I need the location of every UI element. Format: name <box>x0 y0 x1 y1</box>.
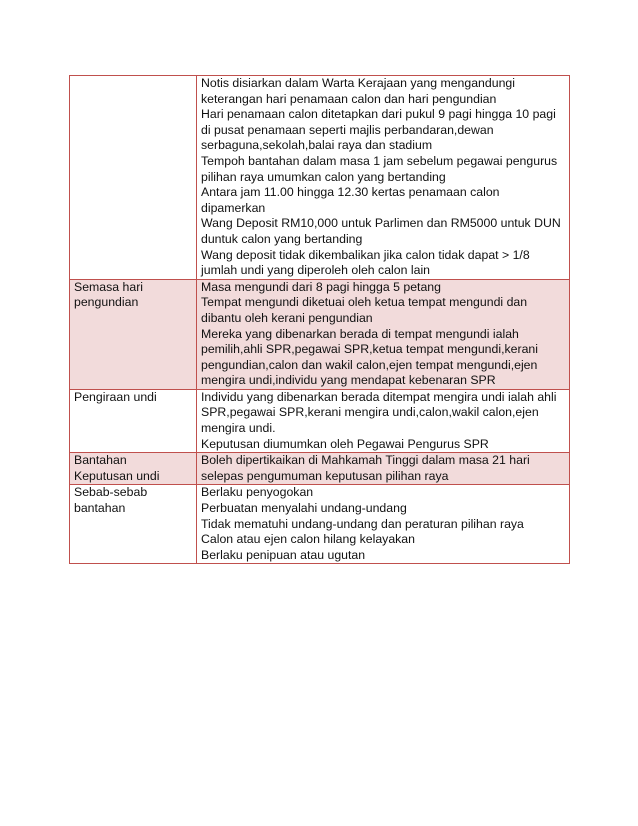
table-row <box>70 485 570 564</box>
row-label: bantahan <box>74 501 126 516</box>
content-line: Tempoh bantahan dalam masa 1 jam sebelum pegawai pengurus pilihan raya umumkan calon yang bertanding <box>201 153 558 184</box>
row-label: Sebab-sebab <box>74 485 148 500</box>
table-row <box>70 76 570 280</box>
info-table <box>69 75 570 564</box>
content-line: Perbuatan menyalahi undang-undang <box>201 501 407 516</box>
content-line: Wang Deposit RM10,000 untuk Parlimen dan RM5000 untuk DUN duntuk calon yang bertanding <box>201 216 561 246</box>
content-line: Tidak mematuhi undang-undang dan peraturan pilihan raya <box>201 516 524 531</box>
content-line: Tempat mengundi diketuai oleh ketua tempat mengundi dan dibantu oleh kerani pengundian <box>201 295 528 325</box>
row-label: Keputusan undi <box>74 468 160 483</box>
table-row <box>70 279 570 389</box>
content-line: Individu yang dibenarkan berada ditempat mengira undi ialah ahli SPR,pegawai SPR,kerani mengira undi,calon,wakil calon,ejen mengira undi. <box>201 389 557 436</box>
content-line: Boleh dipertikaikan di Mahkamah Tinggi dalam masa 21 hari selepas pengumuman keputusan pilihan raya <box>201 453 530 483</box>
row-label-cell <box>70 279 197 389</box>
content-line: Antara jam 11.00 hingga 12.30 kertas penamaan calon dipamerkan <box>201 185 500 215</box>
table-row <box>70 453 570 485</box>
row-content-cell <box>197 389 570 452</box>
row-label-cell <box>70 453 197 485</box>
row-content-cell <box>197 485 570 564</box>
content-line: Mereka yang dibenarkan berada di tempat mengundi ialah pemilih,ahli SPR,pegawai SPR,ketua tempat mengundi,kerani pengundian,calon dan wakil calon,ejen tempat mengundi,ejen mengira undi,individu yang mendapat kebenaran SPR <box>201 326 538 388</box>
content-line: Berlaku penyogokan <box>201 485 314 500</box>
row-label-cell <box>70 76 197 280</box>
content-line: Calon atau ejen calon hilang kelayakan <box>201 532 415 547</box>
row-label-cell <box>70 389 197 452</box>
row-content-cell <box>197 453 570 485</box>
row-label-cell <box>70 485 197 564</box>
row-label: pengundian <box>74 295 139 310</box>
content-line: Wang deposit tidak dikembalikan jika calon tidak dapat > 1/8 jumlah undi yang diperoleh oleh calon lain <box>201 247 530 278</box>
row-label: Pengiraan undi <box>74 389 157 404</box>
content-line: Masa mengundi dari 8 pagi hingga 5 petang <box>201 279 441 294</box>
content-line: Hari penamaan calon ditetapkan dari pukul 9 pagi hingga 10 pagi di pusat penamaan seperti majlis perbandaran,dewan serbaguna,sekolah,balai raya dan stadium <box>201 107 556 153</box>
row-content-cell <box>197 279 570 389</box>
content-line: Notis disiarkan dalam Warta Kerajaan yang mengandungi keterangan hari penamaan calon dan hari pengundian <box>201 76 515 106</box>
row-content-cell <box>197 76 570 280</box>
content-line: Berlaku penipuan atau ugutan <box>201 547 366 562</box>
row-label: Semasa hari <box>74 279 144 294</box>
content-line: Keputusan diumumkan oleh Pegawai Pengurus SPR <box>201 436 489 451</box>
row-label: Bantahan <box>74 453 127 468</box>
info-table-body <box>70 76 570 564</box>
table-row <box>70 389 570 452</box>
